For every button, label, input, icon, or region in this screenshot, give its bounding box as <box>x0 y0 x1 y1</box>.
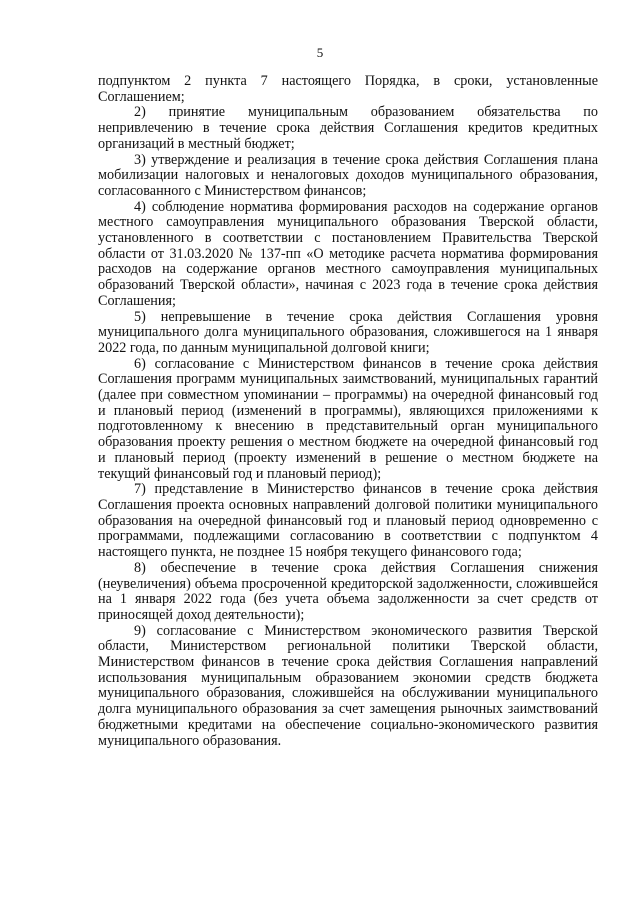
paragraph-item-2: 2) принятие муниципальным образованием обязательства по непривлечению в течение срока действия Соглашения кредитов кредитных организаций в местный бюджет; <box>98 104 598 152</box>
paragraph-item-4: 4) соблюдение норматива формирования расходов на содержание органов местного самоуправления муниципального образования Тверской области, установленного в соответствии с постановлением Правительства Тверской области от 31.03.2020 № 137-пп «О методике расчета норматива формирования расходов на содержание органов местного самоуправления муниципальных образований Тверской области», начиная с 2023 года в течение срока действия Соглашения; <box>98 198 598 309</box>
paragraph-continuation: подпунктом 2 пункта 7 настоящего Порядка, в сроки, установленные Соглашением; <box>98 73 598 105</box>
paragraph-item-6: 6) согласование с Министерством финансов в течение срока действия Соглашения программ муниципальных заимствований, муниципальных гарантий (далее при совместном упоминании – программы) на очередной финансовый год и плановый период (изменений в программы), являющихся приложениями к подготовленному к внесению в представительный орган муниципального образования проекту решения о местном бюджете на очередной финансовый год и плановый период (проекту изменений в решение о местном бюджете на текущий финансовый год и плановый период); <box>98 355 598 482</box>
page-number: 5 <box>316 45 324 60</box>
paragraph-item-3: 3) утверждение и реализация в течение срока действия Соглашения плана мобилизации налоговых и неналоговых доходов муниципального образования, согласованного с Министерством финансов; <box>98 151 598 199</box>
paragraph-item-7: 7) представление в Министерство финансов в течение срока действия Соглашения проекта основных направлений долговой политики муниципального образования на очередной финансовый год и плановый период одновременно с программами, подлежащими согласованию в соответствии с подпунктом 4 настоящего пункта, не позднее 15 ноября текущего финансового года; <box>98 481 598 561</box>
paragraph-item-9: 9) согласование с Министерством экономического развития Тверской области, Министерством региональной политики Тверской области, Министерством финансов в течение срока действия Соглашения направлений использования муниципальным образованием экономии средств бюджета муниципального образования, сложившейся на обслуживании муниципального долга муниципального образования за счет замещения рыночных заимствований бюджетными кредитами на обеспечение социально-экономического развития муниципального образования. <box>98 622 598 749</box>
paragraph-item-8: 8) обеспечение в течение срока действия Соглашения снижения (неувеличения) объема просроченной кредиторской задолженности, сложившейся на 1 января 2022 года (без учета объема задолженности за счет средств от приносящей доход деятельности); <box>98 559 598 623</box>
paragraph-item-5: 5) непревышение в течение срока действия Соглашения уровня муниципального долга муниципального образования, сложившегося на 1 января 2022 года, по данным муниципальной долговой книги; <box>98 308 598 356</box>
document-body <box>98 74 598 749</box>
